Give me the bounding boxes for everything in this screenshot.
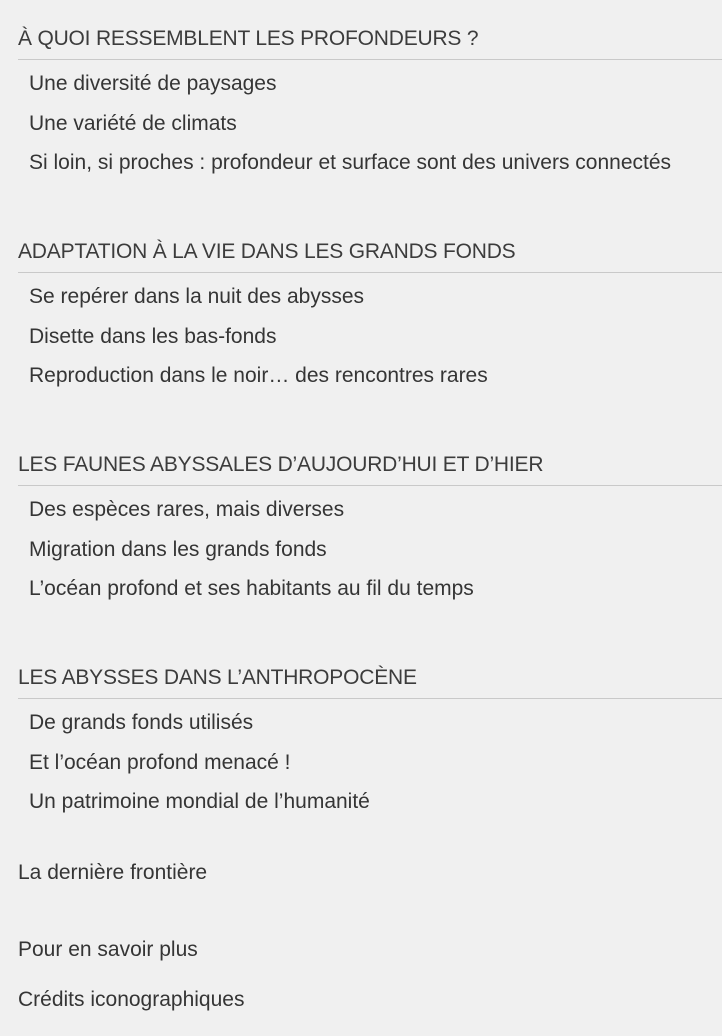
toc-link-learn-more[interactable]: Pour en savoir plus: [18, 938, 198, 961]
section-divider: [18, 272, 722, 273]
toc-link-world-heritage[interactable]: Un patrimoine mondial de l’humanité: [29, 790, 370, 813]
section-item-list: [0, 703, 370, 822]
section-item-list: [0, 277, 488, 396]
toc-section-fauna: [0, 451, 722, 600]
section-heading: LES ABYSSES DANS L’ANTHROPOCÈNE: [18, 666, 417, 689]
toc-section-adaptation: [0, 238, 722, 387]
toc-link-used-deep-sea[interactable]: De grands fonds utilisés: [29, 711, 254, 734]
section-item-list: [0, 490, 474, 609]
toc-link-threatened-ocean[interactable]: Et l’océan profond menacé !: [29, 750, 291, 774]
toc-section-landscapes: [0, 25, 722, 174]
toc-link-rare-species[interactable]: Des espèces rares, mais diverses: [29, 498, 345, 521]
section-divider: [18, 698, 722, 699]
toc-link-deep-ocean-history[interactable]: L’océan profond et ses habitants au fil du temps: [29, 577, 474, 600]
toc-link-climates[interactable]: Une variété de climats: [29, 111, 237, 135]
toc-link-food-scarcity[interactable]: Disette dans les bas-fonds: [29, 324, 277, 348]
toc-link-image-credits[interactable]: Crédits iconographiques: [18, 988, 245, 1011]
toc-section-anthropocene: [0, 664, 722, 813]
toc-link-reproduction[interactable]: Reproduction dans le noir… des rencontres rares: [29, 364, 488, 387]
toc-link-landscapes[interactable]: Une diversité de paysages: [29, 72, 277, 95]
section-heading: LES FAUNES ABYSSALES D’AUJOURD’HUI ET D’HIER: [18, 453, 544, 476]
toc-link-migration[interactable]: Migration dans les grands fonds: [29, 537, 327, 561]
section-heading: À QUOI RESSEMBLENT LES PROFONDEURS ?: [18, 27, 479, 50]
section-heading: ADAPTATION À LA VIE DANS LES GRANDS FONDS: [18, 240, 516, 263]
section-divider: [18, 485, 722, 486]
section-divider: [18, 59, 722, 60]
section-item-list: [0, 64, 671, 183]
toc-link-orientation[interactable]: Se repérer dans la nuit des abysses: [29, 285, 365, 308]
toc-link-last-frontier[interactable]: La dernière frontière: [18, 861, 208, 884]
toc-link-depth-surface[interactable]: Si loin, si proches : profondeur et surface sont des univers connectés: [29, 151, 672, 174]
